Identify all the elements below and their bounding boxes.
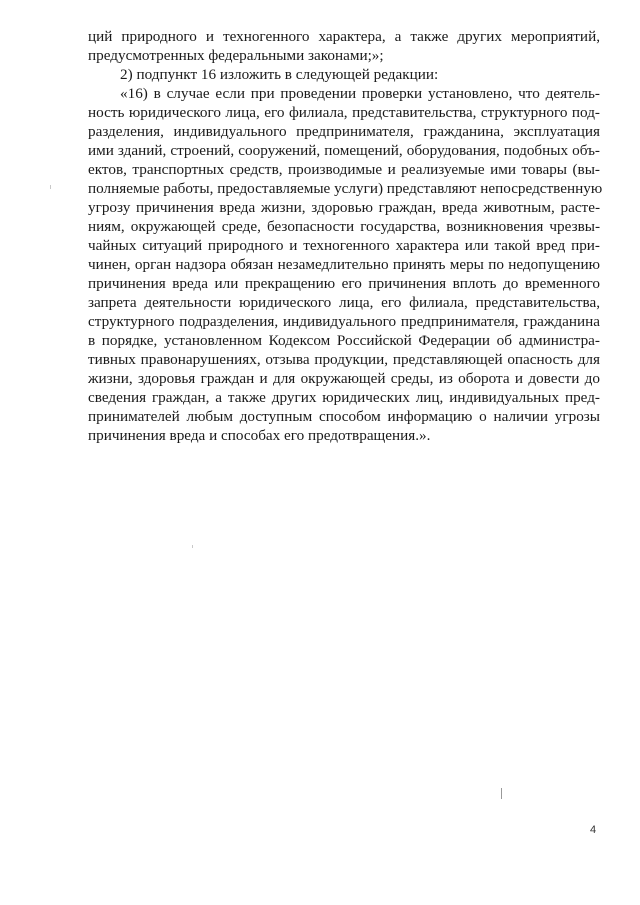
text-line: угрозу причинения вреда жизни, здоровью граждан, вреда животным, расте-	[88, 199, 600, 216]
text-line: ектов, транспортных средств, производимые и реализуемые ими товары (вы-	[88, 161, 600, 178]
text-line: сведения граждан, а также других юридических лиц, индивидуальных пред-	[88, 389, 600, 406]
text-line: чайных ситуаций природного и техногенного характера или такой вред при-	[88, 237, 600, 254]
text-line: «16) в случае если при проведении проверки установлено, что деятель-	[120, 85, 600, 102]
text-line: предусмотренных федеральными законами;»;	[88, 47, 384, 64]
text-line: принимателей любым доступным способом информацию о наличии угрозы	[88, 408, 600, 425]
text-line: структурного подразделения, индивидуального предпринимателя, гражданина	[88, 313, 600, 330]
text-line: тивных правонарушениях, отзыва продукции, представляющей опасность для	[88, 351, 600, 368]
text-line: разделения, индивидуального предпринимателя, гражданина, эксплуатация	[88, 123, 600, 140]
text-line: ниям, окружающей среде, безопасности государства, возникновения чрезвы-	[88, 218, 600, 235]
text-line: ими зданий, строений, сооружений, помещений, оборудования, подобных объ-	[88, 142, 600, 159]
text-line: в порядке, установленном Кодексом Российской Федерации об администра-	[88, 332, 600, 349]
text-line: чинен, орган надзора обязан незамедлительно принять меры по недопущению	[88, 256, 600, 273]
text-line: ций природного и техногенного характера, а также других мероприятий,	[88, 28, 600, 45]
scan-artifact	[192, 545, 193, 548]
text-line: полняемые работы, предоставляемые услуги) представляют непосредственную	[88, 180, 603, 197]
text-line: запрета деятельности юридического лица, его филиала, представительства,	[88, 294, 600, 311]
scan-artifact	[501, 788, 502, 799]
text-line: жизни, здоровья граждан и для окружающей среды, из оборота и довести до	[88, 370, 600, 387]
page-number: 4	[590, 824, 597, 836]
scan-artifact	[50, 185, 51, 189]
text-line: 2) подпункт 16 изложить в следующей редакции:	[120, 66, 439, 83]
text-line: причинения вреда и способах его предотвращения.».	[88, 427, 431, 444]
text-line: причинения вреда или прекращению его причинения вплоть до временного	[88, 275, 600, 292]
document-body	[88, 27, 603, 445]
text-line: ность юридического лица, его филиала, представительства, структурного под-	[88, 104, 600, 121]
